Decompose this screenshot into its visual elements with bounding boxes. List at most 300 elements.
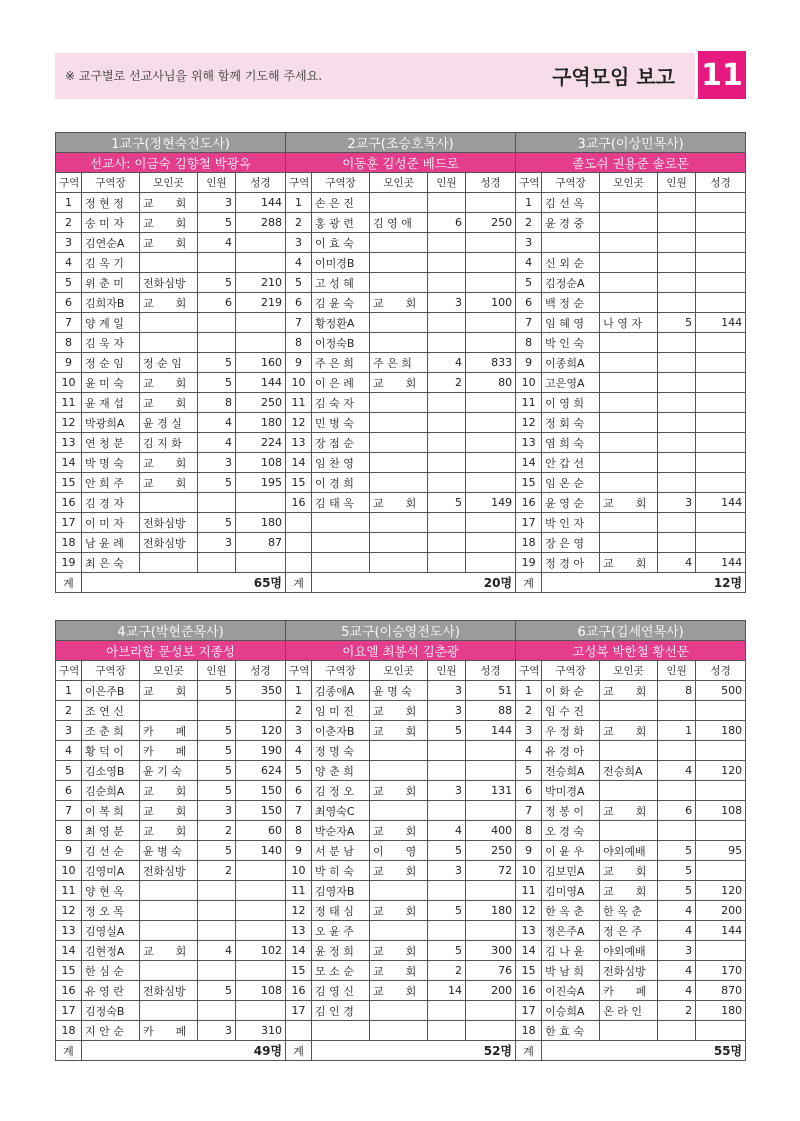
cell-group-no: 2 [56,701,82,721]
table-row [56,393,746,413]
cell-leader: 신 외 순 [542,253,600,273]
cell-group-no: 7 [56,801,82,821]
table-row [56,513,746,533]
cell-bible [236,333,286,353]
cell-place: 야외예배 [600,841,658,861]
cell-place: 교 회 [600,493,658,513]
cell-leader: 김종애A [312,681,370,701]
cell-attendance: 14 [428,981,466,1001]
cell-group-no: 14 [56,453,82,473]
cell-bible: 300 [466,941,516,961]
cell-place: 교 회 [370,701,428,721]
cell-attendance [658,373,696,393]
total-label: 계 [56,573,82,593]
cell-leader [312,553,370,573]
cell-attendance: 5 [198,741,236,761]
table-row [56,921,746,941]
cell-group-no: 6 [56,293,82,313]
cell-bible: 195 [236,473,286,493]
cell-bible [696,413,746,433]
cell-attendance: 5 [198,353,236,373]
cell-leader [312,1021,370,1041]
cell-group-no: 9 [286,353,312,373]
cell-place: 교 회 [140,393,198,413]
cell-bible: 200 [696,901,746,921]
total-label: 계 [516,573,542,593]
cell-attendance: 4 [658,901,696,921]
missionary-names: 선교사: 이금숙 김향철 박광옥 [56,153,286,173]
cell-bible: 108 [236,981,286,1001]
cell-place: 교 회 [370,861,428,881]
cell-bible: 180 [236,513,286,533]
cell-leader: 정은주A [542,921,600,941]
cell-bible [466,453,516,473]
cell-bible: 51 [466,681,516,701]
cell-place: 윤 병 숙 [140,841,198,861]
column-header: 구역장 [542,661,600,681]
cell-place: 정 순 임 [140,353,198,373]
cell-attendance: 5 [198,473,236,493]
cell-place: 교 회 [370,493,428,513]
cell-bible [466,413,516,433]
table-row [56,273,746,293]
cell-place: 카 페 [140,721,198,741]
cell-leader: 김 경 자 [82,493,140,513]
cell-attendance: 5 [428,941,466,961]
cell-leader: 김 숙 자 [312,393,370,413]
cell-bible [696,193,746,213]
table-row [56,493,746,513]
cell-leader: 이정숙B [312,333,370,353]
district-name: 6교구(김세연목사) [516,621,746,641]
cell-group-no: 11 [516,393,542,413]
column-header: 성경 [696,661,746,681]
total-label: 계 [56,1041,82,1061]
cell-leader: 정 회 숙 [542,413,600,433]
cell-place [370,393,428,413]
column-header: 인원 [658,173,696,193]
cell-bible: 120 [696,881,746,901]
cell-leader: 이미경B [312,253,370,273]
cell-bible: 144 [696,553,746,573]
cell-leader: 김 영 신 [312,981,370,1001]
cell-group-no: 8 [516,821,542,841]
table-row [56,313,746,333]
cell-attendance [198,253,236,273]
cell-place [140,921,198,941]
cell-group-no: 18 [56,533,82,553]
cell-group-no: 3 [286,233,312,253]
cell-leader: 위 춘 미 [82,273,140,293]
cell-bible: 149 [466,493,516,513]
cell-group-no: 2 [56,213,82,233]
cell-bible [696,941,746,961]
cell-group-no: 13 [56,433,82,453]
cell-leader: 한 효 숙 [542,1021,600,1041]
column-header: 구역 [516,661,542,681]
cell-bible [466,1021,516,1041]
cell-place [140,313,198,333]
cell-bible [466,553,516,573]
cell-leader: 손 은 진 [312,193,370,213]
cell-group-no: 14 [516,453,542,473]
column-header: 인원 [428,661,466,681]
cell-place: 교 회 [600,681,658,701]
cell-place [370,761,428,781]
cell-leader: 이 영 희 [542,393,600,413]
district-name: 5교구(이승영전도사) [286,621,516,641]
cell-place: 교 회 [140,193,198,213]
cell-group-no: 16 [286,493,312,513]
cell-bible [236,233,286,253]
cell-leader: 장 은 영 [542,533,600,553]
table-row [56,881,746,901]
cell-group-no: 4 [56,253,82,273]
cell-group-no: 7 [286,313,312,333]
cell-place [140,881,198,901]
cell-group-no: 6 [286,781,312,801]
cell-group-no: 3 [56,721,82,741]
cell-attendance: 3 [198,1021,236,1041]
cell-place: 전화심방 [140,273,198,293]
cell-attendance [658,233,696,253]
cell-leader: 박 인 자 [542,513,600,533]
cell-bible: 120 [696,761,746,781]
cell-attendance [658,1021,696,1041]
cell-leader: 정 명 숙 [312,741,370,761]
cell-place [600,333,658,353]
cell-attendance: 8 [658,681,696,701]
cell-attendance: 2 [658,1001,696,1021]
cell-bible [466,473,516,493]
cell-group-no: 5 [56,273,82,293]
cell-bible: 310 [236,1021,286,1041]
cell-group-no: 15 [516,961,542,981]
cell-bible: 80 [466,373,516,393]
table-row [56,841,746,861]
cell-attendance: 8 [198,393,236,413]
cell-place [600,373,658,393]
cell-leader: 이 은 례 [312,373,370,393]
cell-attendance: 5 [658,841,696,861]
cell-leader: 한 옥 춘 [542,901,600,921]
cell-leader: 고 성 혜 [312,273,370,293]
cell-bible: 160 [236,353,286,373]
cell-attendance: 5 [198,213,236,233]
cell-place [140,701,198,721]
cell-place: 주 은 희 [370,353,428,373]
cell-leader: 조 춘 희 [82,721,140,741]
cell-bible: 170 [696,961,746,981]
cell-leader: 장 점 순 [312,433,370,453]
cell-bible: 870 [696,981,746,1001]
district-table-bottom [55,620,746,1061]
cell-place: 한 옥 춘 [600,901,658,921]
cell-place: 전화심방 [140,861,198,881]
total-row [56,573,746,593]
cell-place: 교 회 [140,373,198,393]
cell-leader: 김 옥 기 [82,253,140,273]
cell-leader: 황 덕 이 [82,741,140,761]
cell-leader: 김 욱 자 [82,333,140,353]
column-header: 인원 [428,173,466,193]
table-row [56,1021,746,1041]
cell-leader: 김보민A [542,861,600,881]
cell-group-no: 2 [516,213,542,233]
district-table-top [55,132,746,593]
cell-place [370,433,428,453]
cell-place [370,801,428,821]
missionary-names: 아브라함 문성보 지종성 [56,641,286,661]
cell-bible [466,253,516,273]
cell-leader: 윤 영 순 [542,493,600,513]
cell-leader: 최영숙C [312,801,370,821]
cell-leader: 주 은 희 [312,353,370,373]
cell-bible [236,553,286,573]
cell-group-no: 1 [56,681,82,701]
column-header: 구역장 [312,661,370,681]
cell-attendance: 3 [428,781,466,801]
cell-leader [542,233,600,253]
cell-place: 교 회 [140,293,198,313]
cell-bible: 144 [466,721,516,741]
cell-bible [466,881,516,901]
cell-leader: 김영미A [82,861,140,881]
cell-group-no: 6 [516,293,542,313]
table-row [56,861,746,881]
cell-place: 전화심방 [140,513,198,533]
cell-bible: 88 [466,701,516,721]
table-row [56,781,746,801]
cell-group-no: 10 [56,373,82,393]
cell-bible: 144 [236,373,286,393]
cell-attendance: 3 [198,453,236,473]
cell-bible [696,353,746,373]
cell-bible [696,1021,746,1041]
cell-attendance: 3 [658,941,696,961]
cell-group-no: 3 [56,233,82,253]
cell-place: 카 페 [600,981,658,1001]
cell-leader: 윤 미 숙 [82,373,140,393]
cell-bible [236,901,286,921]
cell-leader: 윤 재 섭 [82,393,140,413]
cell-bible [696,741,746,761]
notice-banner [55,53,695,99]
cell-attendance [428,313,466,333]
cell-group-no: 11 [56,881,82,901]
cell-attendance: 6 [658,801,696,821]
cell-leader: 이은주B [82,681,140,701]
cell-leader: 이 윤 우 [542,841,600,861]
cell-leader: 황정환A [312,313,370,333]
cell-bible: 180 [236,413,286,433]
column-header: 구역장 [82,173,140,193]
cell-bible [236,313,286,333]
cell-attendance [428,413,466,433]
cell-place [140,253,198,273]
cell-bible [696,473,746,493]
cell-place [600,193,658,213]
cell-attendance [428,433,466,453]
column-header: 구역장 [312,173,370,193]
cell-bible [696,701,746,721]
cell-place [600,821,658,841]
cell-place: 교 회 [140,781,198,801]
table-row [56,193,746,213]
cell-place: 교 회 [600,861,658,881]
cell-place [370,453,428,473]
cell-attendance [658,533,696,553]
column-header: 모인곳 [140,661,198,681]
cell-leader: 박 히 숙 [312,861,370,881]
cell-leader: 정 순 임 [82,353,140,373]
table-row [56,821,746,841]
cell-attendance [198,333,236,353]
cell-bible [236,493,286,513]
cell-bible [236,921,286,941]
cell-group-no: 8 [56,333,82,353]
cell-leader: 조 연 신 [82,701,140,721]
cell-leader: 김현정A [82,941,140,961]
cell-place: 교 회 [370,781,428,801]
cell-group-no: 14 [56,941,82,961]
cell-attendance [658,453,696,473]
cell-attendance [658,393,696,413]
cell-leader: 김정순A [542,273,600,293]
cell-group-no: 4 [516,741,542,761]
cell-bible: 219 [236,293,286,313]
column-header: 성경 [236,173,286,193]
cell-leader [312,533,370,553]
cell-group-no: 16 [286,981,312,1001]
table-row [56,533,746,553]
cell-attendance [658,701,696,721]
table-row [56,741,746,761]
cell-group-no [286,513,312,533]
cell-bible [696,333,746,353]
cell-group-no: 14 [286,941,312,961]
cell-attendance [428,253,466,273]
cell-attendance: 6 [428,213,466,233]
cell-group-no: 10 [516,373,542,393]
cell-group-no: 15 [516,473,542,493]
cell-attendance: 2 [198,821,236,841]
cell-bible [696,213,746,233]
cell-place [370,193,428,213]
cell-attendance [658,333,696,353]
cell-group-no: 7 [516,801,542,821]
cell-place: 교 회 [600,881,658,901]
cell-leader: 홍 광 련 [312,213,370,233]
cell-group-no: 15 [286,473,312,493]
cell-group-no: 17 [286,1001,312,1021]
cell-leader: 정 태 심 [312,901,370,921]
cell-bible [696,861,746,881]
table-row [56,941,746,961]
cell-place: 윤 명 숙 [370,681,428,701]
cell-group-no: 7 [516,313,542,333]
cell-place [370,533,428,553]
cell-leader: 박미경A [542,781,600,801]
district-name-row [56,621,746,641]
cell-leader: 전승희A [542,761,600,781]
cell-attendance [658,821,696,841]
cell-attendance [428,553,466,573]
cell-group-no: 17 [516,1001,542,1021]
cell-place: 전화심방 [600,961,658,981]
cell-bible: 400 [466,821,516,841]
missionary-names: 고성복 박한철 황선문 [516,641,746,661]
cell-bible [236,701,286,721]
cell-attendance [428,921,466,941]
cell-bible: 131 [466,781,516,801]
cell-attendance: 5 [428,841,466,861]
table-row [56,413,746,433]
cell-leader: 안 갑 선 [542,453,600,473]
cell-place [370,333,428,353]
table-row [56,353,746,373]
cell-leader: 김 선 옥 [542,193,600,213]
cell-leader: 이 경 희 [312,473,370,493]
cell-group-no: 10 [56,861,82,881]
cell-group-no: 16 [516,493,542,513]
cell-group-no: 5 [286,273,312,293]
total-value: 20명 [312,573,516,593]
cell-leader: 모 소 순 [312,961,370,981]
cell-bible: 180 [466,901,516,921]
table-row [56,333,746,353]
cell-place: 이 영 [370,841,428,861]
cell-bible: 120 [236,721,286,741]
table-row [56,721,746,741]
cell-group-no: 12 [516,413,542,433]
table-row [56,701,746,721]
cell-leader: 김희자B [82,293,140,313]
cell-leader: 안 희 주 [82,473,140,493]
table-row [56,373,746,393]
cell-place: 야외예배 [600,941,658,961]
cell-leader: 지 안 순 [82,1021,140,1041]
cell-attendance: 5 [198,273,236,293]
cell-group-no: 12 [286,901,312,921]
cell-attendance: 5 [198,981,236,1001]
cell-attendance [658,353,696,373]
cell-leader: 연 청 분 [82,433,140,453]
cell-group-no: 3 [516,721,542,741]
cell-place: 김 영 애 [370,213,428,233]
cell-attendance: 6 [198,293,236,313]
cell-group-no: 1 [516,193,542,213]
cell-group-no: 9 [516,841,542,861]
cell-bible: 95 [696,841,746,861]
cell-place [370,473,428,493]
cell-bible: 144 [696,493,746,513]
cell-bible: 100 [466,293,516,313]
cell-leader: 김 선 순 [82,841,140,861]
cell-bible [466,801,516,821]
cell-bible [466,233,516,253]
cell-bible: 76 [466,961,516,981]
cell-bible [466,433,516,453]
prayer-notice: ※ 교구별로 선교사님을 위해 함께 기도해 주세요. [65,69,323,83]
cell-place: 카 페 [140,741,198,761]
cell-bible [236,881,286,901]
cell-group-no: 16 [56,981,82,1001]
cell-place: 교 회 [140,213,198,233]
cell-bible: 250 [236,393,286,413]
cell-place: 교 회 [370,961,428,981]
cell-leader: 이종희A [542,353,600,373]
